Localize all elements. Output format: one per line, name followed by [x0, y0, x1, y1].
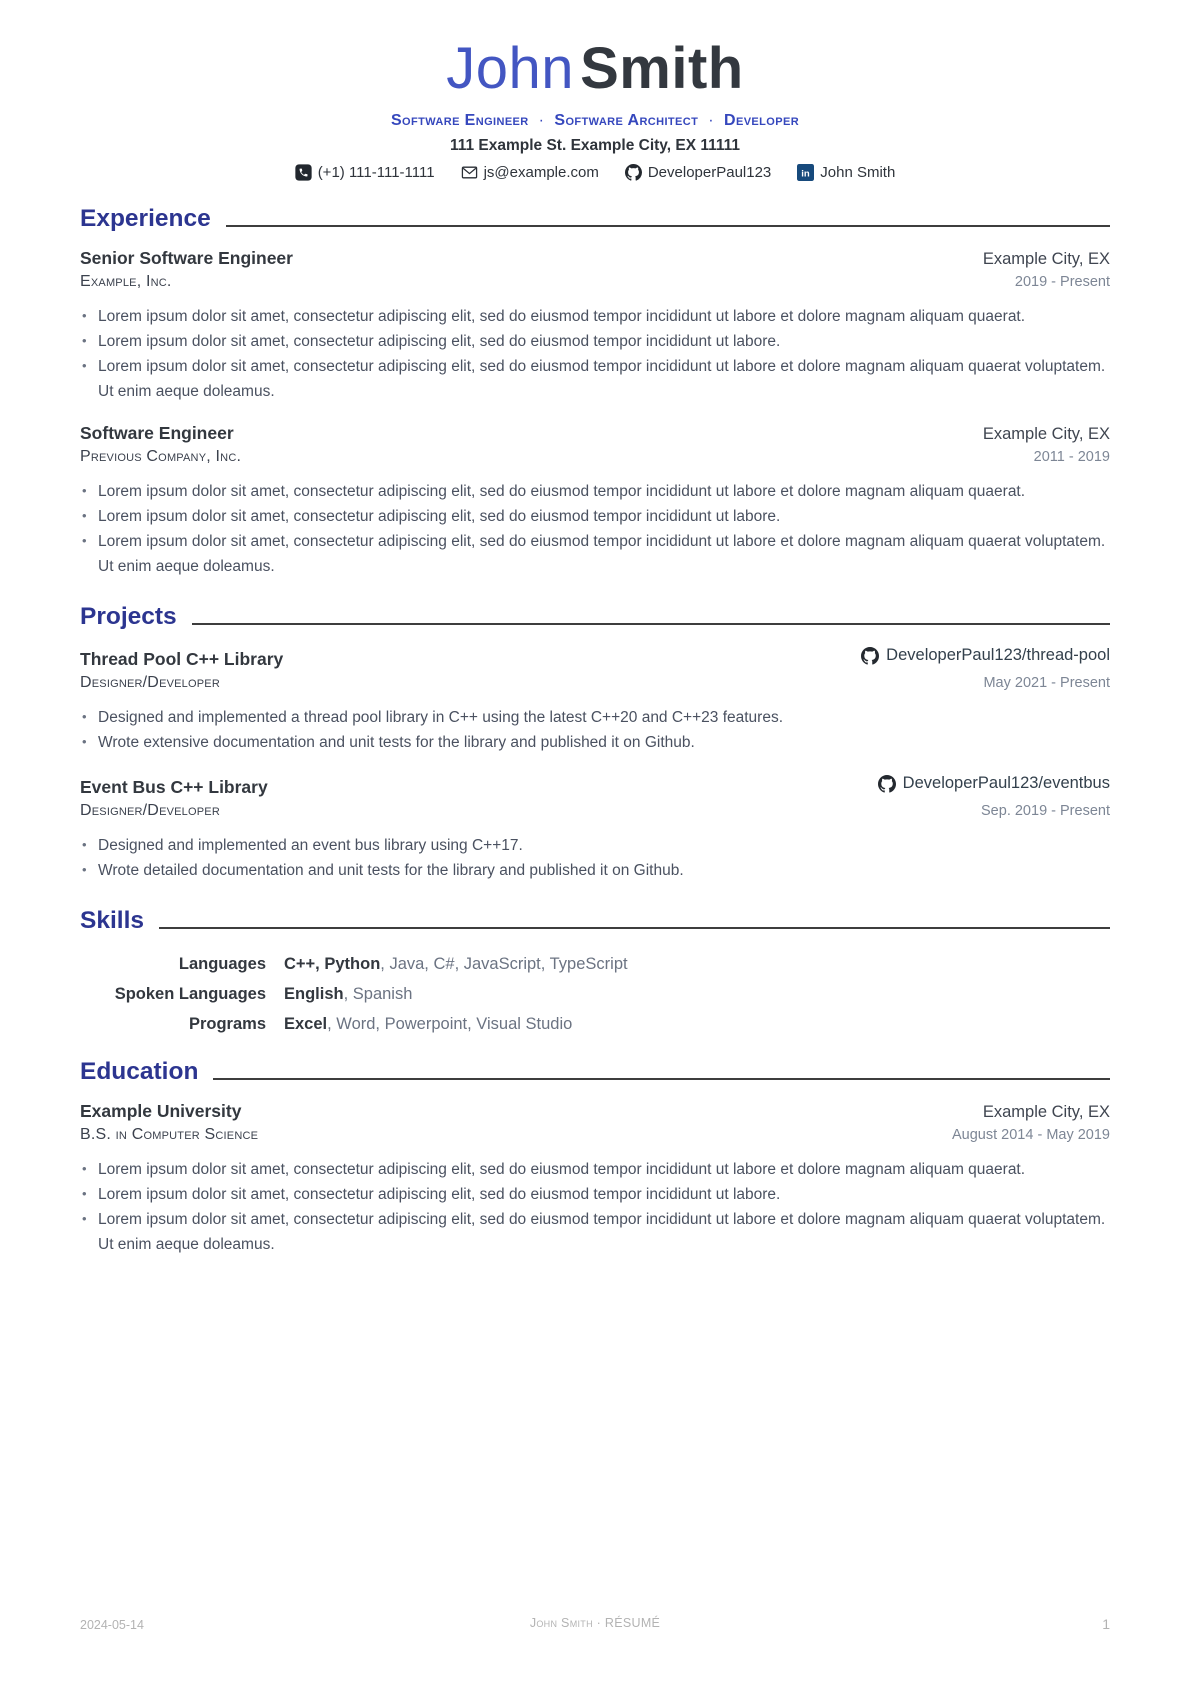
section-header [80, 908, 1110, 935]
company-name: Previous Company, Inc. [80, 448, 242, 465]
job-bullets [80, 304, 1110, 404]
project-bullets [80, 833, 1110, 883]
github-icon [861, 647, 879, 665]
section-title: Projects [80, 603, 177, 631]
skill-label: Languages [178, 954, 266, 973]
bullet-item: • Designed and implemented a thread pool library in C++ using the latest C++20 and C++23 features. [80, 705, 1110, 730]
skill-value: Excel, Word, Powerpoint, Visual Studio [284, 1014, 573, 1033]
email-icon [461, 164, 478, 181]
last-name: Smith [580, 36, 744, 101]
project-role: Designer/Developer [80, 673, 220, 691]
repo-name: DeveloperPaul123/thread-pool [886, 646, 1110, 665]
section-experience [80, 206, 1110, 580]
tagline-role: Software Engineer [390, 111, 529, 129]
footer-page-number: 1 [1102, 1616, 1110, 1632]
job-bullets [80, 479, 1110, 579]
github-username: DeveloperPaul123 [647, 163, 772, 181]
github-icon [625, 164, 642, 181]
section-header [80, 206, 1110, 233]
repo-name: DeveloperPaul123/eventbus [902, 774, 1110, 793]
bullet-item: • Wrote detailed documentation and unit tests for the library and published it on Github. [80, 858, 1110, 883]
skill-value: English, Spanish [284, 984, 413, 1003]
bullet-item: • Lorem ipsum dolor sit amet, consectetur adipiscing elit, sed do eiusmod tempor incididunt ut labore et dolore magnam aliquam quaerat. [80, 1157, 1110, 1182]
github-repo-link[interactable] [878, 774, 1110, 793]
project-role: Designer/Developer [80, 801, 220, 819]
tagline [80, 112, 1110, 130]
linkedin-name: John Smith [820, 163, 896, 181]
section-skills [80, 908, 1110, 1034]
first-name: John [446, 36, 575, 101]
bullet-item: • Lorem ipsum dolor sit amet, consectetur adipiscing elit, sed do eiusmod tempor incididunt ut labore. [80, 504, 1110, 529]
email-link[interactable] [461, 164, 599, 181]
project-dates: Sep. 2019 - Present [981, 802, 1110, 819]
skill-label: Programs [188, 1014, 266, 1033]
job-dates: 2019 - Present [1014, 273, 1110, 290]
tagline-separator: · [708, 111, 714, 129]
section-rule [226, 225, 1110, 227]
bullet-item: • Designed and implemented an event bus library using C++17. [80, 833, 1110, 858]
education-dates: August 2014 - May 2019 [952, 1126, 1110, 1143]
github-repo-link[interactable] [861, 646, 1110, 665]
project-title: Thread Pool C++ Library [80, 648, 284, 669]
project-entry [80, 774, 1110, 883]
section-title: Education [80, 1057, 199, 1085]
skills-table [80, 955, 1110, 1034]
linkedin-icon [797, 164, 814, 181]
project-dates: May 2021 - Present [983, 674, 1110, 691]
tagline-role: Developer [724, 111, 800, 129]
tagline-separator: · [538, 111, 545, 129]
section-education [80, 1059, 1110, 1257]
bullet-item: • Lorem ipsum dolor sit amet, consectetur adipiscing elit, sed do eiusmod tempor incididunt ut labore et dolore magnam aliquam quaerat voluptatem. Ut enim aeque doleamus. [80, 354, 1110, 404]
job-dates: 2011 - 2019 [1033, 449, 1110, 465]
address-line: 111 Example St. Example City, EX 11111 [449, 136, 741, 154]
tagline-role: Software Architect [554, 111, 699, 129]
section-projects [80, 604, 1110, 882]
project-bullets [80, 705, 1110, 755]
job-location: Example City, EX [982, 249, 1110, 268]
section-header [80, 604, 1110, 631]
experience-entry [80, 423, 1110, 579]
resume-header [80, 38, 1110, 181]
page-footer [80, 1616, 1110, 1632]
company-name: Example, Inc. [80, 272, 172, 290]
job-title: Software Engineer [80, 423, 234, 443]
section-header [80, 1059, 1110, 1086]
phone-number: (+1) 111-111-1111 [317, 163, 435, 181]
bullet-item: • Wrote extensive documentation and unit tests for the library and published it on Github. [80, 730, 1110, 755]
experience-entry [80, 248, 1110, 404]
education-entry [80, 1101, 1110, 1257]
full-name [80, 38, 1110, 101]
email-text: js@example.com [483, 163, 599, 181]
phone-contact [295, 164, 435, 181]
bullet-item: • Lorem ipsum dolor sit amet, consectetur adipiscing elit, sed do eiusmod tempor incididunt ut labore et dolore magnam aliquam quaerat. [80, 304, 1110, 329]
footer-date: 2024-05-14 [80, 1618, 144, 1632]
contact-row [80, 164, 1110, 181]
linkedin-link[interactable] [797, 164, 895, 181]
phone-icon [295, 164, 312, 181]
school-name: Example University [80, 1100, 242, 1121]
skill-label: Spoken Languages [114, 984, 266, 1003]
bullet-item: • Lorem ipsum dolor sit amet, consectetur adipiscing elit, sed do eiusmod tempor incididunt ut labore et dolore magnam aliquam quaerat voluptatem. Ut enim aeque doleamus. [80, 1207, 1110, 1257]
section-title: Skills [80, 906, 145, 934]
degree-name: B.S. in Computer Science [80, 1125, 259, 1143]
section-title: Experience [80, 204, 211, 232]
github-icon [878, 775, 896, 793]
bullet-item: • Lorem ipsum dolor sit amet, consectetur adipiscing elit, sed do eiusmod tempor incididunt ut labore. [80, 329, 1110, 354]
project-entry [80, 646, 1110, 755]
job-location: Example City, EX [982, 425, 1110, 443]
footer-title: John Smith · RÉSUMÉ [529, 1616, 661, 1630]
skill-value: C++, Python, Java, C#, JavaScript, TypeScript [284, 954, 628, 973]
job-title: Senior Software Engineer [80, 247, 293, 268]
bullet-item: • Lorem ipsum dolor sit amet, consectetur adipiscing elit, sed do eiusmod tempor incididunt ut labore et dolore magnam aliquam quaerat. [80, 479, 1110, 504]
section-rule [213, 1078, 1110, 1080]
svg-text:in: in [801, 168, 811, 180]
section-rule [192, 623, 1110, 625]
bullet-item: • Lorem ipsum dolor sit amet, consectetur adipiscing elit, sed do eiusmod tempor incididunt ut labore. [80, 1182, 1110, 1207]
education-bullets [80, 1157, 1110, 1257]
school-location: Example City, EX [982, 1102, 1110, 1121]
bullet-item: • Lorem ipsum dolor sit amet, consectetur adipiscing elit, sed do eiusmod tempor incididunt ut labore et dolore magnam aliquam quaerat voluptatem. Ut enim aeque doleamus. [80, 529, 1110, 579]
project-title: Event Bus C++ Library [80, 776, 268, 797]
section-rule [159, 927, 1110, 929]
github-profile-link[interactable] [625, 164, 771, 181]
